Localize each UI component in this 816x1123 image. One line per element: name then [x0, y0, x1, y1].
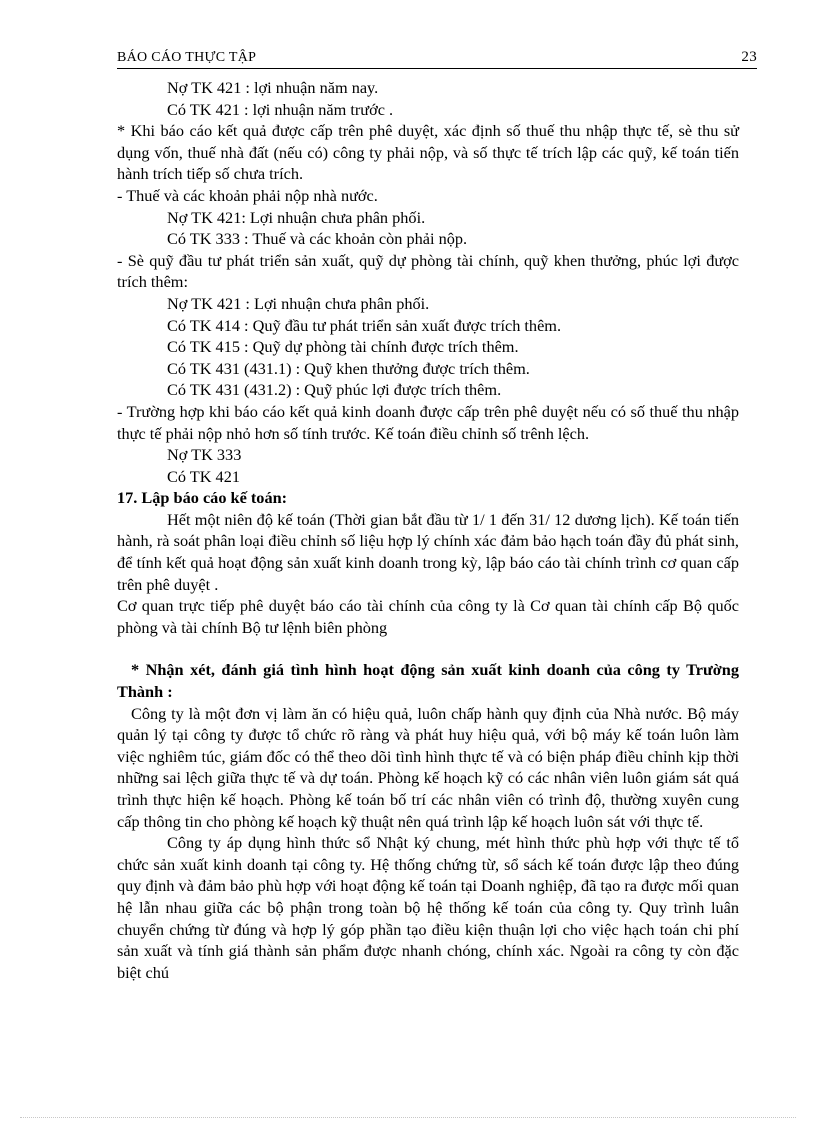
- paragraph: * Khi báo cáo kết quả được cấp trên phê duyệt, xác định số thuế thu nhập thực tế, sè thu sử dụng vốn, thuế nhà đất (nếu có) công ty phải nộp, và số thực tế trích lập các quỹ, kế toán tiến hành trích tiếp số chưa trích.: [117, 121, 739, 184]
- paragraph: - Thuế và các khoản phải nộp nhà nước.: [117, 185, 378, 205]
- page-bottom-rule: [20, 1117, 796, 1118]
- paragraph: - Sè quỹ đầu tư phát triển sản xuất, quỹ dự phòng tài chính, quỹ khen thưởng, phúc lợi được trích thêm:: [117, 250, 739, 292]
- journal-entry: Có TK 421 : lợi nhuận năm trước .: [167, 99, 394, 119]
- journal-entry: Nợ TK 421 : Lợi nhuận chưa phân phối.: [167, 293, 430, 313]
- paragraph: - Trường hợp khi báo cáo kết quả kinh doanh được cấp trên phê duyệt nếu có số thuế thu nhập thực tế phải nộp nhỏ hơn số tính trước. Kế toán điều chỉnh số trênh lệch.: [117, 401, 739, 443]
- journal-entry: Có TK 333 : Thuế và các khoản còn phải nộp.: [167, 229, 468, 249]
- header-title: BÁO CÁO THỰC TẬP: [117, 50, 257, 65]
- journal-entry: Có TK 431 (431.1) : Quỹ khen thưởng được trích thêm.: [167, 358, 530, 378]
- paragraph: Cơ quan trực tiếp phê duyệt báo cáo tài chính của công ty là Cơ quan tài chính cấp Bộ quốc phòng và tài chính Bộ tư lệnh biên phòng: [117, 596, 739, 637]
- page-header: [117, 50, 757, 69]
- journal-entry: Nợ TK 421: Lợi nhuận chưa phân phối.: [167, 207, 426, 227]
- journal-entry: Có TK 431 (431.2) : Quỹ phúc lợi được trích thêm.: [167, 380, 502, 400]
- journal-entry: Có TK 415 : Quỹ dự phòng tài chính được trích thêm.: [167, 337, 519, 357]
- journal-entry: Có TK 414 : Quỹ đầu tư phát triển sản xuất được trích thêm.: [167, 315, 562, 335]
- section-heading: 17. Lập báo cáo kế toán:: [117, 488, 288, 508]
- spacer: [117, 638, 739, 659]
- page-number: 23: [741, 49, 757, 65]
- paragraph: Công ty là một đơn vị làm ăn có hiệu quả, luôn chấp hành quy định của Nhà nước. Bộ máy quản lý tại công ty được tổ chức rõ ràng và phát huy hiệu quả, với bộ máy kế toán luôn làm việc nghiêm túc, giám đốc có thể theo dõi tình hình thực tế và có biện pháp điều chỉnh kịp thời những sai lệch giữa thực tế và dự toán. Phòng kế hoạch kỹ có các nhân viên luôn giám sát quá trình thực hiện kế hoạch. Phòng kế toán bố trí các nhân viên có trình độ, thường xuyên cung cấp thông tin cho phòng kế hoạch kỹ thuật nên quá trình lập kế hoạch luôn sát với thực tế.: [117, 703, 739, 831]
- journal-entry: Có TK 421: [167, 466, 240, 486]
- section-heading: * Nhận xét, đánh giá tình hình hoạt động sản xuất kinh doanh của công ty Trường Thành :: [117, 660, 739, 702]
- document-body: [117, 77, 739, 983]
- paragraph: Hết một niên độ kế toán (Thời gian bắt đầu từ 1/ 1 đến 31/ 12 dương lịch). Kế toán tiến hành, rà soát phân loại điều chỉnh số liệu hợp lý chính xác đảm bảo hạch toán đầy đủ phát sinh, để tính kết quả hoạt động sản xuất kinh doanh trong kỳ, lập báo cáo tài chính trình cơ quan cấp trên phê duyệt .: [117, 509, 739, 594]
- journal-entry: Nợ TK 421 : lợi nhuận năm nay.: [167, 78, 379, 97]
- paragraph: Công ty áp dụng hình thức sổ Nhật ký chung, mét hình thức phù hợp với thực tế tổ chức sản xuất kinh doanh tại công ty. Hệ thống chứng từ, sổ sách kế toán được lập theo đúng quy định và đảm bảo phù hợp với hoạt động kế toán tại Doanh nghiệp, đã tạo ra được mối quan hệ lẫn nhau giữa các bộ phận trong toàn bộ hệ thống kế toán của công ty. Quy trình luân chuyển chứng từ đúng và hợp lý góp phần tạo điều kiện thuận lợi cho việc hạch toán chi phí sản xuất và tính giá thành sản phẩm được nhanh chóng, chính xác. Ngoài ra công ty còn đặc biệt chú: [117, 833, 740, 982]
- journal-entry: Nợ TK 333: [167, 445, 242, 465]
